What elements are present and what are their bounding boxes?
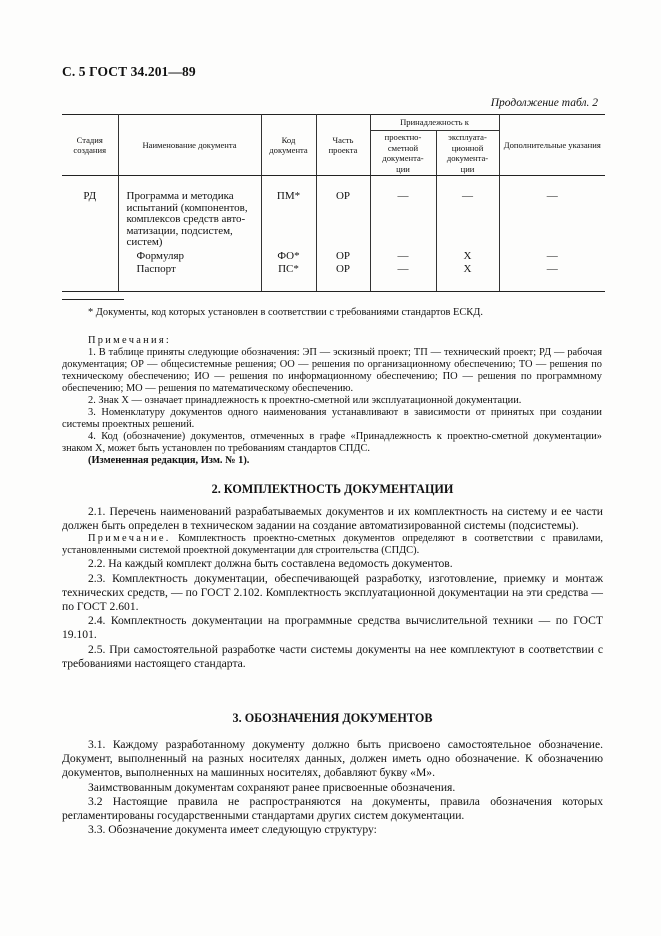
cell-stage: РД — [62, 190, 118, 250]
cell-extra: — — [499, 190, 605, 250]
cell-operational: Х — [436, 263, 499, 277]
notes-title: Примечания: — [88, 335, 172, 346]
header-design-docs: проектно- сметной документа- ции — [370, 131, 436, 176]
cell-design: — — [370, 190, 436, 250]
paragraph: 2.2. На каждый комплект должна быть составлена ведомость документов. — [88, 557, 453, 571]
section-3-heading: 3. ОБОЗНАЧЕНИЯ ДОКУМЕНТОВ — [232, 711, 433, 725]
table-row — [62, 263, 605, 277]
section-2-body — [62, 505, 603, 671]
paragraph: 3.2 Настоящие правила не распространяются на документы, правила обозначения которых регламентированы государственными стандартами других систем документации. — [62, 794, 603, 823]
paragraph: 3.1. Каждому разработанному документу должно быть присвоено самостоятельное обозначение. Документ, выполненный на разных носителях данных, должен иметь одно обозначение. К обозначению документов, выполненных на машинных носителях, добавляют букву «М». — [62, 738, 603, 780]
cell-stage — [62, 263, 118, 277]
section-2-heading: 2. КОМПЛЕКТНОСТЬ ДОКУМЕНТАЦИИ — [211, 482, 454, 496]
footnote-divider — [62, 299, 124, 300]
paragraph: 2.5. При самостоятельной разработке части системы документы на нее комплектуют в соответствии с требованиями настоящего стандарта. — [62, 642, 603, 670]
cell-extra: — — [499, 250, 605, 264]
cell-code: ПМ* — [261, 190, 316, 250]
header-additional-notes: Дополнительные указания — [499, 115, 605, 176]
cell-name: Формуляр — [118, 250, 261, 264]
cell-extra: — — [499, 263, 605, 277]
note-item: 4. Код (обозначение) документов, отмеченных в графе «Принадлежность к проектно-сметной документации» знаком Х, может быть установлен по требованиям стандартов СПДС. — [62, 431, 602, 454]
documents-table — [62, 114, 605, 292]
header-belonging: Принадлежность к — [370, 115, 499, 131]
cell-stage — [62, 250, 118, 264]
cell-part: ОР — [316, 263, 370, 277]
section-3-body — [62, 738, 603, 837]
cell-code: ПС* — [261, 263, 316, 277]
note-item: 3. Номенклатуру документов одного наименования устанавливают в зависимости от принятых при создании системы проектных решений. — [62, 407, 602, 430]
cell-design: — — [370, 250, 436, 264]
footnote: * Документы, код которых установлен в соответствии с требованиями стандартов ЕСКД. — [88, 307, 483, 318]
header-stage: Стадия создания — [62, 115, 118, 176]
paragraph: 2.3. Комплектность документации, обеспечивающей разработку, изготовление, приемку и монтаж технических средств, — по ГОСТ 2.102. Комплектность эксплуатационной документации на эти средства — по ГОСТ 2.601. — [62, 571, 603, 614]
note-text: Комплектность проектно-сметных документов определяют в соответствии с правилами, установленными системой проектной документации для строительства (СПДС). — [62, 533, 603, 557]
paragraph: 3.3. Обозначение документа имеет следующую структуру: — [88, 823, 377, 837]
paragraph: 2.4. Комплектность документации на программные средства вычислительной техники — по ГОСТ 19.101. — [62, 614, 603, 642]
note-item: 1. В таблице приняты следующие обозначения: ЭП — эскизный проект; ТП — технический проект; РД — рабочая документация; ОР — общесистемные решения; ОО — решения по организационному обеспечению; ТО — решения по техническому обеспечению; ИО — решения по информационному обеспечению; ПО — решения по программному обеспечению; МО — решения по математическому обеспечению. — [62, 347, 602, 394]
note-item: 2. Знак Х — означает принадлежность к проектно-сметной или эксплуатационной документации. — [88, 395, 522, 406]
table-continuation-label: Продолжение табл. 2 — [490, 97, 598, 109]
table-row — [62, 190, 605, 250]
cell-operational: — — [436, 190, 499, 250]
revision-note: (Измененная редакция, Изм. № 1). — [88, 455, 250, 466]
notes-block — [62, 335, 602, 467]
header-operational-docs: эксплуата- ционной документа- ции — [436, 131, 499, 176]
cell-part: ОР — [316, 190, 370, 250]
paragraph: Заимствованным документам сохраняют ранее присвоенные обозначения. — [88, 780, 456, 794]
section-2-note — [62, 533, 603, 557]
cell-code: ФО* — [261, 250, 316, 264]
cell-part: ОР — [316, 250, 370, 264]
page-title: С. 5 ГОСТ 34.201—89 — [62, 64, 196, 79]
cell-design: — — [370, 263, 436, 277]
note-label: Примечание. — [88, 533, 171, 545]
cell-name: Программа и методика испытаний (компонентов, комплексов средств авто- матизации, подсистем, систем) — [118, 190, 261, 250]
header-document-name: Наименование документа — [118, 115, 261, 176]
header-document-code: Код документа — [261, 115, 316, 176]
paragraph: 2.1. Перечень наименований разрабатываемых документов и их комплектность на систему и ее части должен быть определен в техническом задании на создание автоматизированной системы (подсистемы). — [62, 505, 603, 533]
table-row — [62, 250, 605, 264]
cell-operational: Х — [436, 250, 499, 264]
header-project-part: Часть проекта — [316, 115, 370, 176]
cell-name: Паспорт — [118, 263, 261, 277]
